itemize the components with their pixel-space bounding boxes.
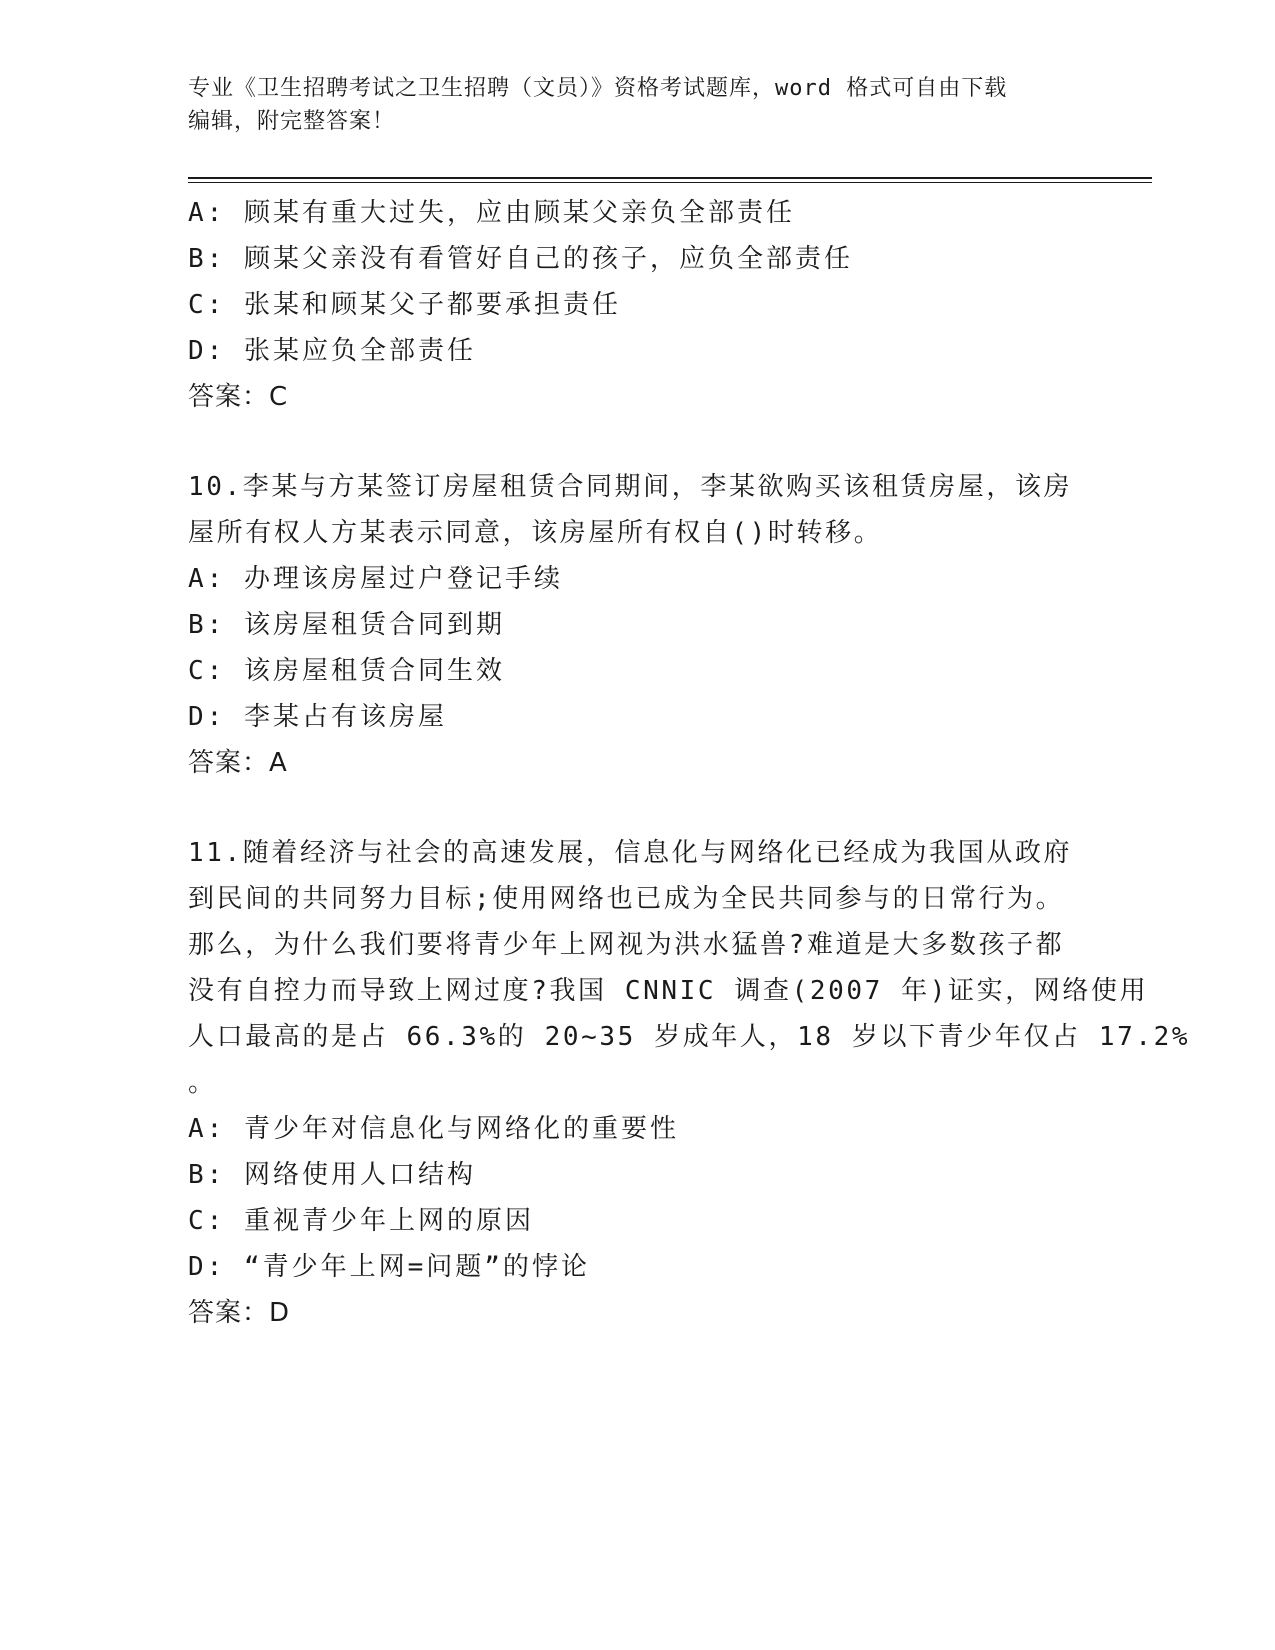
option-c: C: 重视青少年上网的原因 — [188, 1206, 534, 1236]
answer-line: 答案：D — [188, 1298, 291, 1328]
option-b: B: 顾某父亲没有看管好自己的孩子，应负全部责任 — [188, 244, 853, 274]
option-a: A: 办理该房屋过户登记手续 — [188, 564, 563, 594]
header-line-2: 编辑，附完整答案！ — [188, 109, 396, 134]
option-d: D: “青少年上网=问题”的悖论 — [188, 1252, 590, 1282]
stem-line: 。 — [188, 1068, 217, 1098]
stem-line: 人口最高的是占 66.3%的 20~35 岁成年人，18 岁以下青少年仅占 17.2% — [188, 1022, 1191, 1052]
question-spacer — [188, 420, 1108, 464]
question-10 — [188, 464, 1108, 786]
stem-line: 屋所有权人方某表示同意，该房屋所有权自()时转移。 — [188, 518, 883, 548]
header-line-1: 专业《卫生招聘考试之卫生招聘（文员）》资格考试题库，word 格式可自由下载 — [188, 76, 1008, 101]
document-header — [188, 72, 1088, 138]
question-list — [188, 190, 1191, 1336]
question-spacer — [188, 786, 1108, 830]
stem-line: 到民间的共同努力目标;使用网络也已成为全民共同参与的日常行为。 — [188, 884, 1065, 914]
option-d: D: 张某应负全部责任 — [188, 336, 476, 366]
question-11 — [188, 830, 1191, 1336]
stem-line: 没有自控力而导致上网过度?我国 CNNIC 调查(2007 年)证实，网络使用 — [188, 976, 1149, 1006]
option-b: B: 网络使用人口结构 — [188, 1160, 476, 1190]
answer-line: 答案：A — [188, 748, 288, 778]
stem-line: 11.随着经济与社会的高速发展，信息化与网络化已经成为我国从政府 — [188, 838, 1073, 868]
question-stem — [188, 464, 1108, 556]
question-9 — [188, 190, 1108, 420]
option-a: A: 顾某有重大过失，应由顾某父亲负全部责任 — [188, 198, 795, 228]
option-a: A: 青少年对信息化与网络化的重要性 — [188, 1114, 679, 1144]
option-c: C: 该房屋租赁合同生效 — [188, 656, 505, 686]
answer-line: 答案：C — [188, 382, 289, 412]
option-d: D: 李某占有该房屋 — [188, 702, 447, 732]
header-divider — [188, 177, 1152, 183]
option-c: C: 张某和顾某父子都要承担责任 — [188, 290, 621, 320]
stem-line: 那么，为什么我们要将青少年上网视为洪水猛兽?难道是大多数孩子都 — [188, 930, 1065, 960]
stem-line: 10.李某与方某签订房屋租赁合同期间，李某欲购买该租赁房屋，该房 — [188, 472, 1073, 502]
option-b: B: 该房屋租赁合同到期 — [188, 610, 505, 640]
question-stem — [188, 830, 1191, 1106]
